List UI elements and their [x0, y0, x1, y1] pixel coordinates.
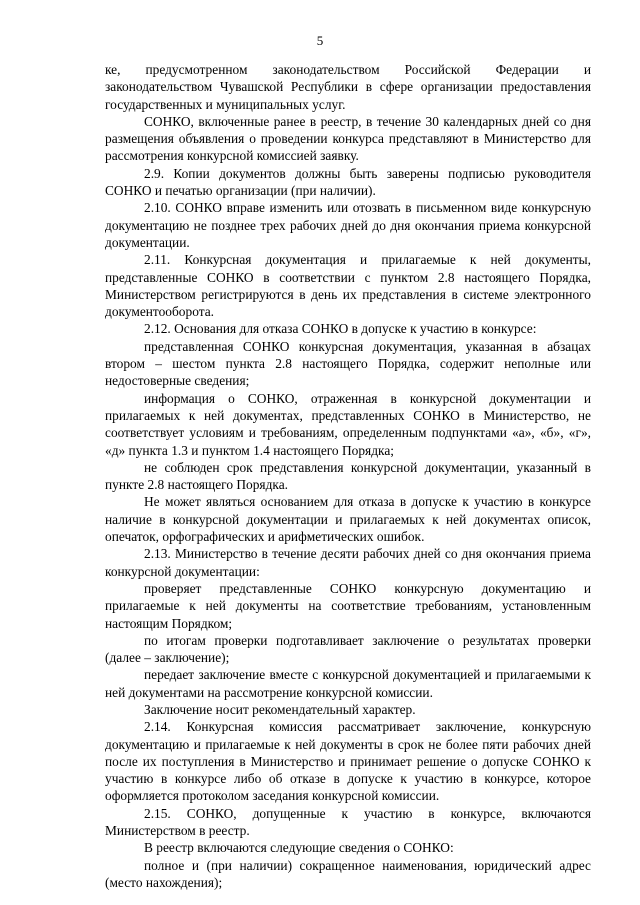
paragraph-registry-deadline: СОНКО, включенные ранее в реестр, в течение 30 календарных дней со дня размещения объявления о проведении конкурса представляют в Министерство для рассмотрения конкурсной комиссией заявку. — [105, 113, 591, 164]
paragraph-2-13: 2.13. Министерство в течение десяти рабочих дней со дня окончания приема конкурсной документации: — [105, 546, 591, 579]
document-body — [105, 61, 591, 891]
paragraph-refusal-reason-1: представленная СОНКО конкурсная документация, указанная в абзацах втором – шестом пункта 2.8 настоящего Порядка, содержит неполные или недостоверные сведения; — [105, 338, 591, 389]
paragraph-refusal-reason-2: информация о СОНКО, отраженная в конкурсной документации и прилагаемых к ней документах, представленных СОНКО в Министерство, не соответствует условиям и требованиям, определенным подпунктами «а», «б», «г», «д» пункта 1.3 и пунктом 1.4 настоящего Порядка; — [105, 390, 591, 458]
paragraph-not-a-reason: Не может являться основанием для отказа в допуске к участию в конкурсе наличие в конкурсной документации и прилагаемых к ней документах описок, опечаток, орфографических и арифметических ошибок. — [105, 494, 591, 545]
paragraph-continuation: ке, предусмотренном законодательством Российской Федерации и законодательством Чувашской Республики в сфере организации предоставления государственных и муниципальных услуг. — [105, 62, 591, 112]
paragraph-prepares-conclusion: по итогам проверки подготавливает заключение о результатах проверки (далее – заключение); — [105, 632, 591, 666]
paragraph-refusal-reason-3: не соблюден срок представления конкурсной документации, указанный в пункте 2.8 настоящего Порядка. — [105, 459, 591, 493]
paragraph-2-11: 2.11. Конкурсная документация и прилагаемые к ней документы, представленные СОНКО в соответствии с пунктом 2.8 настоящего Порядка, Министерством регистрируются в день их представления в системе электронного документооборота. — [105, 252, 591, 320]
paragraph-registry-name-address: полное и (при наличии) сокращенное наименования, юридический адрес (место нахождения); — [105, 857, 591, 890]
paragraph-advisory: Заключение носит рекомендательный характер. — [144, 701, 416, 717]
paragraph-registry-info: В реестр включаются следующие сведения о СОНКО: — [144, 840, 454, 856]
paragraph-checks: проверяет представленные СОНКО конкурсную документацию и прилагаемые к ней документы на соответствие требованиям, установленным настоящим Порядком; — [105, 580, 591, 631]
paragraph-2-15: 2.15. СОНКО, допущенные к участию в конкурсе, включаются Министерством в реестр. — [105, 805, 591, 839]
paragraph-transfers-conclusion: передает заключение вместе с конкурсной документацией и прилагаемыми к ней документами на рассмотрение конкурсной комиссии. — [105, 667, 591, 700]
paragraph-2-10: 2.10. СОНКО вправе изменить или отозвать в письменном виде конкурсную документацию не позднее трех рабочих дней до дня окончания приема конкурсной документации. — [105, 200, 591, 250]
paragraph-2-12: 2.12. Основания для отказа СОНКО в допуске к участию в конкурсе: — [144, 321, 537, 337]
page-number: 5 — [316, 33, 324, 48]
paragraph-2-14: 2.14. Конкурсная комиссия рассматривает заключение, конкурсную документацию и прилагаемые к ней документы в срок не более пяти рабочих дней после их поступления в Министерство и принимает решение о допуске СОНКО к участию в конкурсе либо об отказе в допуске к участию в конкурсе, которое оформляется протоколом заседания конкурсной комиссии. — [105, 719, 591, 804]
paragraph-2-9: 2.9. Копии документов должны быть заверены подписью руководителя СОНКО и печатью организации (при наличии). — [105, 165, 591, 199]
